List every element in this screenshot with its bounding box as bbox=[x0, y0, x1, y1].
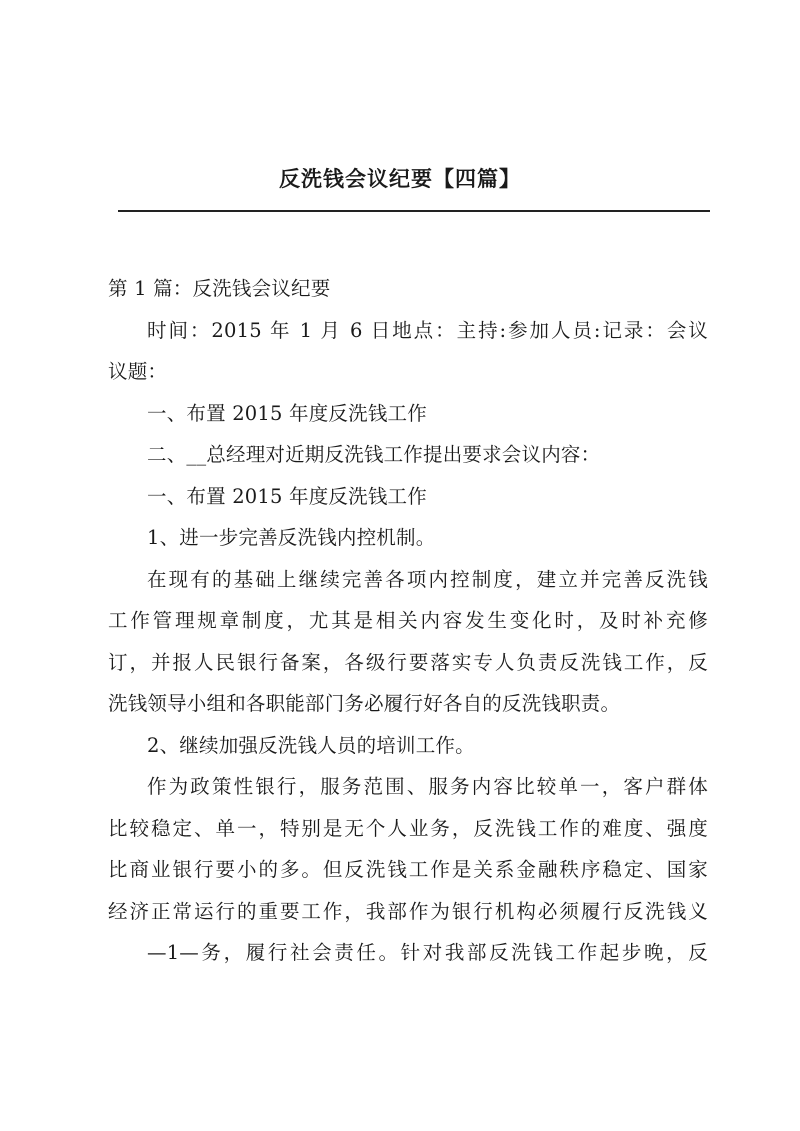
section-heading: 第 1 篇：反洗钱会议纪要 bbox=[108, 277, 331, 300]
subheading: 1、进一步完善反洗钱内控机制。 bbox=[147, 526, 436, 549]
subheading: 2、继续加强反洗钱人员的培训工作。 bbox=[147, 733, 475, 757]
paragraph-line: 比商业银行要小的多。但反洗钱工作是关系金融秩序稳定、国家 bbox=[108, 858, 708, 881]
list-item: 一、布置 2015 年度反洗钱工作 bbox=[147, 401, 427, 425]
paragraph-line: 议题： bbox=[108, 360, 168, 383]
paragraph-line: 在现有的基础上继续完善各项内控制度，建立并完善反洗钱 bbox=[147, 567, 708, 591]
list-item: 二、__总经理对近期反洗钱工作提出要求会议内容： bbox=[147, 443, 601, 466]
paragraph-line: 经济正常运行的重要工作，我部作为银行机构必须履行反洗钱义 bbox=[108, 899, 708, 923]
paragraph-line: 订，并报人民银行备案，各级行要落实专人负责反洗钱工作，反 bbox=[108, 650, 708, 674]
paragraph-line-with-page-number: —1—务，履行社会责任。针对我部反洗钱工作起步晚，反 bbox=[147, 941, 708, 964]
paragraph-line: 时间：2015 年 1 月 6 日地点：主持:参加人员:记录：会议 bbox=[147, 318, 708, 342]
paragraph-line: 比较稳定、单一，特别是无个人业务，反洗钱工作的难度、强度 bbox=[108, 816, 708, 840]
document-body bbox=[108, 268, 708, 974]
paragraph-line: 作为政策性银行，服务范围、服务内容比较单一，客户群体 bbox=[147, 775, 708, 798]
title-divider bbox=[118, 210, 710, 212]
paragraph-line: 工作管理规章制度，尤其是相关内容发生变化时，及时补充修 bbox=[108, 609, 708, 632]
paragraph-line: 洗钱领导小组和各职能部门务必履行好各自的反洗钱职责。 bbox=[108, 692, 621, 715]
document-title: 反洗钱会议纪要【四篇】 bbox=[279, 167, 521, 191]
subheading: 一、布置 2015 年度反洗钱工作 bbox=[147, 484, 427, 508]
